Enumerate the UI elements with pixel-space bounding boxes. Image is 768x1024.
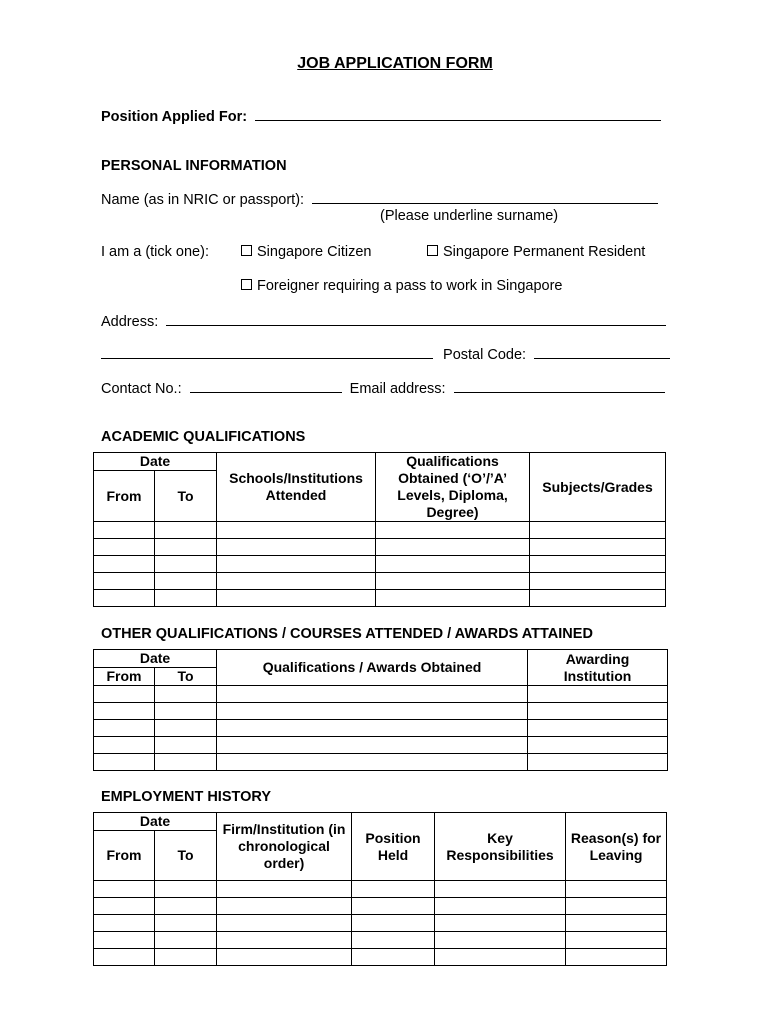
tick-label: I am a (tick one): [101,244,209,260]
academic-table [93,452,666,607]
other-qualifications-table [93,649,668,771]
qualifications-header: Qualifications Obtained (‘O’/’A’ Levels, Diploma, Degree) [376,453,530,522]
postal-code-label: Postal Code: [443,347,527,363]
table-row [94,703,668,720]
form-title: JOB APPLICATION FORM [297,55,493,72]
to-header: To [155,668,217,686]
to-header: To [155,471,217,522]
table-row [94,898,667,915]
academic-heading: ACADEMIC QUALIFICATIONS [101,429,306,445]
name-row [101,191,658,208]
from-header: From [94,668,155,686]
checkbox-icon[interactable] [427,245,438,256]
option-permanent-resident[interactable]: Singapore Permanent Resident [427,244,645,260]
date-header: Date [94,453,217,471]
contact-row [101,380,665,397]
address-row [101,313,666,330]
firm-header: Firm/Institution (in chronological order) [217,813,352,881]
address-label: Address: [101,314,159,330]
table-row [94,556,666,573]
other-heading: OTHER QUALIFICATIONS / COURSES ATTENDED / AWARDS ATTAINED [101,626,593,642]
key-responsibilities-header: Key Responsibilities [435,813,566,881]
from-header: From [94,471,155,522]
option-singapore-citizen[interactable]: Singapore Citizen [241,244,371,260]
employment-table [93,812,667,966]
table-row [94,949,667,966]
contact-label: Contact No.: [101,381,182,397]
table-row [94,539,666,556]
employment-heading: EMPLOYMENT HISTORY [101,789,271,805]
table-row [94,932,667,949]
email-field[interactable] [454,380,665,393]
option-foreigner[interactable]: Foreigner requiring a pass to work in Singapore [241,278,562,294]
personal-info-heading: PERSONAL INFORMATION [101,158,287,174]
name-label: Name (as in NRIC or passport): [101,192,305,208]
name-hint: (Please underline surname) [380,208,559,224]
table-row [94,754,668,771]
position-applied-field[interactable] [255,108,661,121]
address-line-2-row [101,346,670,363]
contact-field[interactable] [190,380,342,393]
table-row [94,590,666,607]
reasons-for-leaving-header: Reason(s) for Leaving [566,813,667,881]
table-row [94,720,668,737]
email-label: Email address: [349,381,446,397]
subjects-header: Subjects/Grades [530,453,666,522]
table-row [94,915,667,932]
checkbox-icon[interactable] [241,245,252,256]
postal-code-field[interactable] [534,346,670,359]
checkbox-icon[interactable] [241,279,252,290]
qualifications-awards-header: Qualifications / Awards Obtained [217,650,528,686]
schools-header: Schools/Institutions Attended [217,453,376,522]
awarding-institution-header: Awarding Institution [528,650,668,686]
table-row [94,686,668,703]
address-field[interactable] [166,313,666,326]
to-header: To [155,831,217,881]
date-header: Date [94,650,217,668]
table-row [94,522,666,539]
table-row [94,881,667,898]
date-header: Date [94,813,217,831]
table-row [94,573,666,590]
position-applied-label: Position Applied For: [101,109,248,125]
from-header: From [94,831,155,881]
table-row [94,737,668,754]
position-held-header: Position Held [352,813,435,881]
name-field[interactable] [312,191,658,204]
position-applied-row [101,108,661,125]
address-line-2-field[interactable] [101,346,433,359]
